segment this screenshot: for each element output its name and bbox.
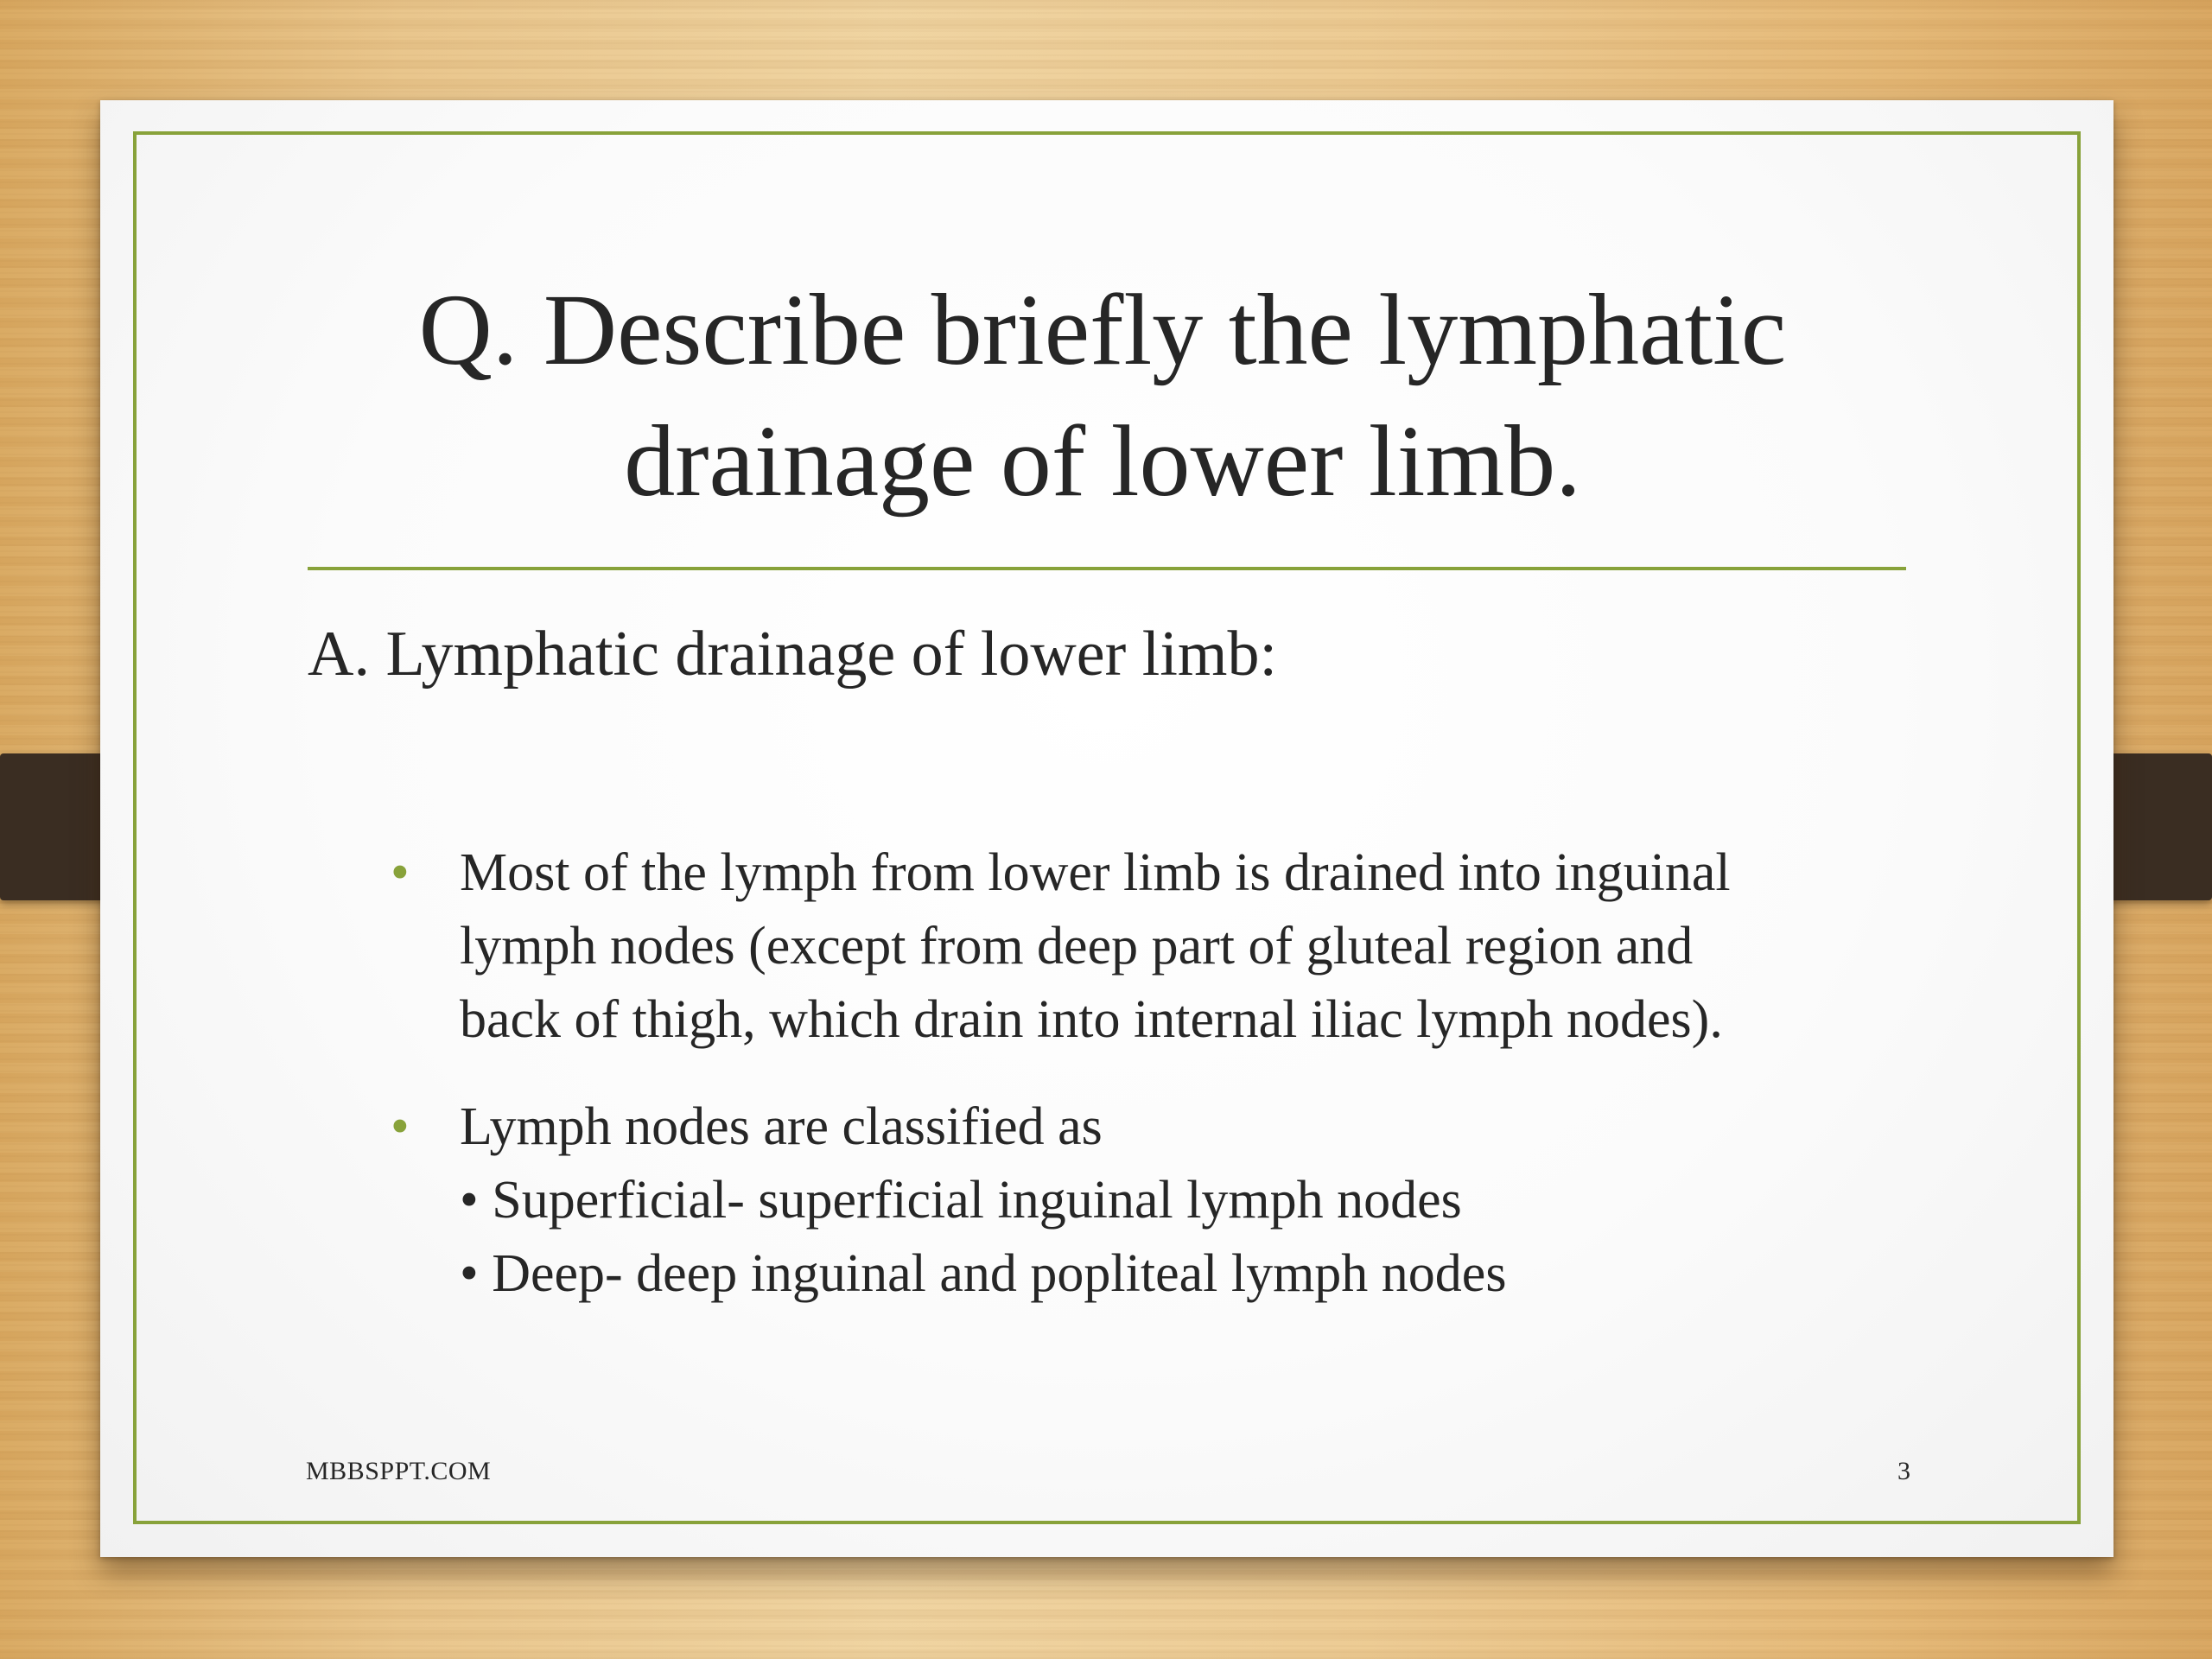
title-line-2: drainage of lower limb. — [624, 404, 1581, 518]
bullet-text — [460, 1090, 1506, 1311]
bullet-line: back of thigh, which drain into internal iliac lymph nodes). — [460, 990, 1723, 1049]
slide — [100, 100, 2113, 1557]
bullet-item — [391, 836, 2032, 1061]
title-divider — [308, 567, 1906, 570]
bullet-item — [391, 1090, 2032, 1315]
footer-site-label: MBBSPPT.COM — [306, 1457, 492, 1485]
bullet-text — [460, 836, 1731, 1057]
bullet-line: Most of the lymph from lower limb is drained into inguinal — [460, 843, 1731, 902]
bullet-line: Lymph nodes are classified as — [460, 1097, 1103, 1156]
slide-title — [308, 264, 1897, 527]
slide-page-number: 3 — [1897, 1457, 1910, 1485]
bullet-line: lymph nodes (except from deep part of gluteal region and — [460, 917, 1694, 976]
sub-bullet-line: • Superficial- superficial inguinal lymph nodes — [460, 1171, 1462, 1230]
answer-heading: A. Lymphatic drainage of lower limb: — [308, 619, 1278, 690]
bullet-icon: • — [391, 843, 410, 902]
bullet-icon: • — [391, 1097, 410, 1156]
title-line-1: Q. Describe briefly the lymphatic — [418, 273, 1787, 386]
sub-bullet-line: • Deep- deep inguinal and popliteal lymph nodes — [460, 1244, 1507, 1303]
